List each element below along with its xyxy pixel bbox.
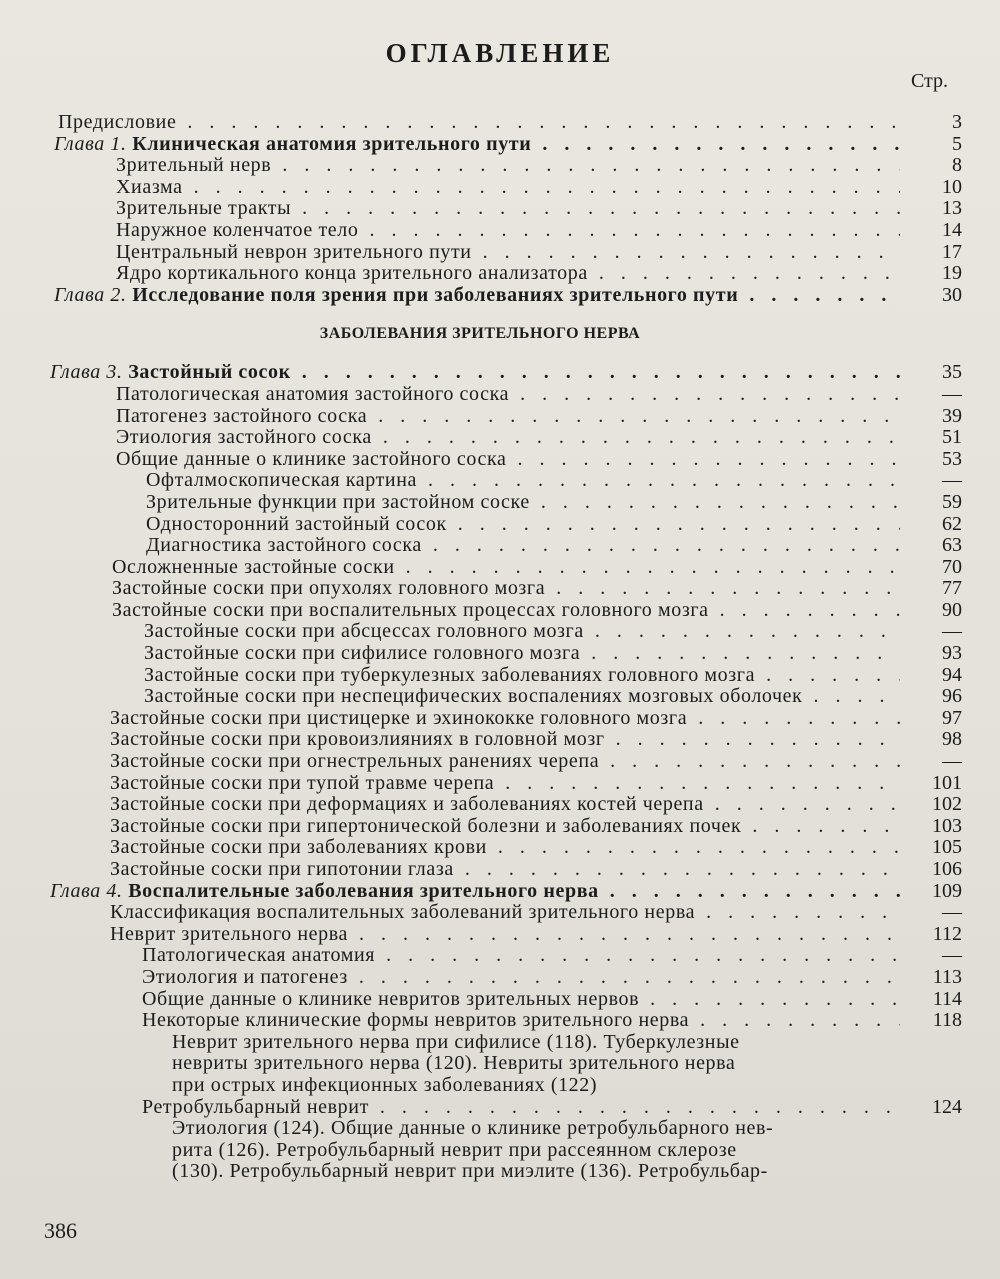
toc-row[interactable] <box>0 470 1000 492</box>
toc-row[interactable] <box>0 112 1000 134</box>
toc-entry-title <box>116 155 900 177</box>
toc-entry-title <box>116 198 900 220</box>
toc-paragraph-line: при острых инфекционных заболеваниях (122) <box>172 1073 598 1096</box>
toc-entry-text: Предисловие <box>58 112 177 133</box>
toc-entry-title <box>110 816 900 838</box>
toc-page-number: — <box>942 469 962 492</box>
toc-entry-text: Застойные соски при сифилисе головного мозга <box>144 643 581 665</box>
toc-row[interactable] <box>0 1097 1000 1119</box>
toc-entry-title <box>142 1097 900 1119</box>
toc-entry-title <box>112 600 900 622</box>
toc-entry-text: Хиазма <box>116 176 183 198</box>
toc-entry-text: Патогенез застойного соска <box>116 405 368 427</box>
toc-row[interactable] <box>0 729 1000 751</box>
chapter-prefix: Глава 3. <box>50 362 123 384</box>
toc-entry-text: Односторонний застойный сосок <box>146 513 447 535</box>
toc-entry-title <box>146 535 900 557</box>
toc-page-number: 94 <box>942 663 962 686</box>
toc-row[interactable] <box>0 967 1000 989</box>
toc-entry-text: Клиническая анатомия зрительного пути <box>132 133 532 155</box>
toc-paragraph-line: (130). Ретробульбарный неврит при миэлите (136). Ретробульбар- <box>172 1160 768 1183</box>
toc-entry-text: Патологическая анатомия <box>142 945 376 967</box>
toc-page-number: 97 <box>942 706 962 729</box>
toc-entry-text: Застойные соски при гипотонии глаза <box>110 859 454 880</box>
toc-entry-title <box>110 751 900 773</box>
page-title: ОГЛАВЛЕНИЕ <box>385 38 615 68</box>
toc-row[interactable] <box>0 557 1000 579</box>
toc-entry-text: Воспалительные заболевания зрительного нерва <box>128 880 599 902</box>
toc-entry-title <box>144 665 900 687</box>
toc-entry-text: Классификация воспалительных заболеваний зрительного нерва <box>110 902 696 924</box>
toc-row[interactable] <box>0 686 1000 708</box>
toc-chapter-row[interactable] <box>0 285 1000 307</box>
toc-entry-title <box>116 220 900 242</box>
toc-entry-text: Зрительные функции при застойном соске <box>146 491 530 513</box>
toc-entry-title <box>110 859 900 881</box>
toc-row[interactable] <box>0 198 1000 220</box>
toc-entry-title <box>110 729 900 751</box>
toc-paragraph-line: рита (126). Ретробульбарный неврит при рассеянном склерозе <box>172 1138 737 1161</box>
toc-row[interactable] <box>0 794 1000 816</box>
toc-entry-title <box>116 406 900 428</box>
toc-page-number: 5 <box>952 132 962 155</box>
toc-entry-title <box>58 112 900 134</box>
toc-entry-title <box>116 177 900 199</box>
toc-entry-title <box>142 1010 900 1032</box>
toc-entry-title <box>50 362 900 384</box>
toc-row[interactable] <box>0 492 1000 514</box>
toc-page-number: 10 <box>942 175 962 198</box>
toc-entry-title <box>142 989 900 1011</box>
toc-entry-text: Некоторые клинические формы невритов зрительного нерва <box>142 1010 690 1032</box>
toc-page-number: 96 <box>942 685 962 708</box>
chapter-prefix: Глава 4. <box>50 880 123 902</box>
toc-page-number: 70 <box>942 555 962 578</box>
toc-entry-title <box>144 643 900 665</box>
toc-entry-text: Зрительный нерв <box>116 155 272 177</box>
toc-entry-text: Общие данные о клинике невритов зрительных нервов <box>142 988 640 1010</box>
toc-page-number: 77 <box>942 577 962 600</box>
chapter-prefix: Глава 1. <box>54 133 127 155</box>
toc-subentry-paragraph <box>0 1032 1000 1097</box>
table-of-contents <box>0 112 1000 1183</box>
toc-entry-title <box>112 557 900 579</box>
toc-entry-text: Застойные соски при заболеваниях крови <box>110 837 487 859</box>
toc-entry-text: Застойные соски при цистицерке и эхинококке головного мозга <box>110 707 688 729</box>
toc-entry-title <box>110 902 900 924</box>
toc-entry-title <box>146 492 900 514</box>
toc-page-number: 118 <box>932 1009 962 1032</box>
toc-row[interactable] <box>0 384 1000 406</box>
toc-entry-title <box>146 514 900 536</box>
toc-chapter-row[interactable] <box>0 362 1000 384</box>
toc-entry-text: Застойные соски при туберкулезных заболеваниях головного мозга <box>144 664 756 686</box>
toc-row[interactable] <box>0 177 1000 199</box>
toc-row[interactable] <box>0 220 1000 242</box>
page-column-label: Стр. <box>910 70 948 92</box>
toc-entry-text: Ядро кортикального конца зрительного анализатора <box>116 263 588 285</box>
toc-page-number: — <box>942 944 962 967</box>
toc-entry-title <box>116 427 900 449</box>
toc-entry-title <box>144 621 900 643</box>
toc-row[interactable] <box>0 427 1000 449</box>
toc-entry-text: Офталмоскопическая картина <box>146 470 418 492</box>
toc-entry-text: Патологическая анатомия застойного соска <box>116 383 510 405</box>
toc-entry-text: Застойные соски при тупой травме черепа <box>110 772 495 794</box>
toc-page-number: 109 <box>932 879 962 902</box>
toc-page-number: 14 <box>942 218 962 241</box>
toc-entry-text: Застойные соски при кровоизлияниях в головной мозг <box>110 729 605 751</box>
toc-entry-title <box>54 285 900 307</box>
toc-entry-text: Застойные соски при абсцессах головного мозга <box>144 621 584 643</box>
toc-row[interactable] <box>0 837 1000 859</box>
toc-page-number: 90 <box>942 598 962 621</box>
toc-chapter-row[interactable] <box>0 881 1000 903</box>
toc-page-number: 63 <box>942 534 962 557</box>
toc-row[interactable] <box>0 989 1000 1011</box>
toc-entry-text: Неврит зрительного нерва <box>110 923 348 945</box>
toc-row[interactable] <box>0 816 1000 838</box>
toc-page-number: 13 <box>942 197 962 220</box>
toc-entry-text: Наружное коленчатое тело <box>116 219 359 241</box>
toc-entry-text: Застойный сосок <box>128 362 291 384</box>
toc-entry-title <box>110 794 900 816</box>
toc-entry-text: Этиология и патогенез <box>142 966 348 988</box>
toc-row[interactable] <box>0 263 1000 285</box>
toc-page-number: 3 <box>952 111 962 133</box>
toc-entry-text: Зрительные тракты <box>116 198 292 220</box>
toc-paragraph-line: невриты зрительного нерва (120). Невриты зрительного нерва <box>172 1052 736 1075</box>
toc-row[interactable] <box>0 449 1000 471</box>
toc-row[interactable] <box>0 708 1000 730</box>
toc-entry-title <box>50 881 900 903</box>
toc-page-number: — <box>942 901 962 924</box>
toc-page-number: 17 <box>942 240 962 263</box>
toc-page-number: 103 <box>932 814 962 837</box>
toc-entry-title <box>110 837 900 859</box>
toc-entry-title <box>116 449 900 471</box>
toc-entry-title <box>144 686 900 708</box>
toc-entry-title <box>142 945 900 967</box>
toc-page-number: 112 <box>932 922 962 945</box>
toc-entry-title <box>110 773 900 795</box>
toc-row[interactable] <box>0 406 1000 428</box>
toc-entry-title <box>142 967 900 989</box>
toc-page-number: — <box>942 750 962 773</box>
toc-paragraph-line: Неврит зрительного нерва при сифилисе (118). Туберкулезные <box>172 1030 740 1053</box>
toc-entry-text: Застойные соски при опухолях головного мозга <box>112 578 546 600</box>
toc-row[interactable] <box>0 665 1000 687</box>
toc-row[interactable] <box>0 600 1000 622</box>
toc-entry-text: Осложненные застойные соски <box>112 556 395 578</box>
toc-entry-title <box>116 242 900 264</box>
toc-row[interactable] <box>0 773 1000 795</box>
toc-entry-text: Этиология застойного соска <box>116 427 372 449</box>
toc-entry-title <box>112 578 900 600</box>
section-heading: ЗАБОЛЕВАНИЯ ЗРИТЕЛЬНОГО НЕРВА <box>319 325 641 343</box>
toc-row[interactable] <box>0 578 1000 600</box>
toc-page-number: 93 <box>942 642 962 665</box>
toc-page-number: — <box>942 620 962 643</box>
toc-page-number: 106 <box>932 858 962 880</box>
footer-page-number: 386 <box>44 1218 77 1243</box>
toc-row[interactable] <box>0 621 1000 643</box>
toc-entry-title <box>110 708 900 730</box>
toc-row[interactable] <box>0 155 1000 177</box>
toc-page-number: 59 <box>942 490 962 513</box>
toc-entry-text: Застойные соски при деформациях и заболеваниях костей черепа <box>110 794 704 816</box>
toc-entry-title <box>146 470 900 492</box>
toc-entry-text: Ретробульбарный неврит <box>142 1096 369 1118</box>
toc-entry-title <box>54 134 900 156</box>
toc-page-number: 39 <box>942 404 962 427</box>
toc-page-number: 113 <box>932 965 962 988</box>
toc-entry-text: Застойные соски при воспалительных процессах головного мозга <box>112 599 709 621</box>
toc-page-number: 8 <box>952 154 962 177</box>
toc-page-number: 53 <box>942 447 962 470</box>
toc-page-number: 30 <box>942 283 962 306</box>
toc-entry-text: Диагностика застойного соска <box>146 535 422 557</box>
toc-row[interactable] <box>0 514 1000 536</box>
toc-page-number: 51 <box>942 426 962 449</box>
toc-row[interactable] <box>0 859 1000 881</box>
toc-row[interactable] <box>0 924 1000 946</box>
toc-row[interactable] <box>0 751 1000 773</box>
toc-page-number: 19 <box>942 262 962 285</box>
chapter-prefix: Глава 2. <box>54 284 127 306</box>
toc-entry-text: Общие данные о клинике застойного соска <box>116 448 507 470</box>
toc-page-number: 102 <box>932 793 962 816</box>
toc-row[interactable] <box>0 643 1000 665</box>
toc-page-number: 105 <box>932 836 962 859</box>
toc-entry-text: Застойные соски при гипертонической болезни и заболеваниях почек <box>110 815 742 837</box>
toc-paragraph-line: Этиология (124). Общие данные о клинике ретробульбарного нев- <box>172 1117 774 1140</box>
toc-page-number: 101 <box>932 771 962 794</box>
toc-page-number: — <box>942 382 962 405</box>
toc-page-number: 114 <box>932 987 962 1010</box>
toc-page-number: 98 <box>942 728 962 751</box>
toc-row[interactable] <box>0 1010 1000 1032</box>
toc-subentry-paragraph <box>0 1118 1000 1183</box>
toc-entry-title <box>116 263 900 285</box>
toc-entry-text: Центральный неврон зрительного пути <box>116 241 472 263</box>
toc-row[interactable] <box>0 535 1000 557</box>
toc-page-number: 35 <box>942 361 962 384</box>
toc-entry-text: Исследование поля зрения при заболеваниях зрительного пути <box>132 284 739 306</box>
toc-entry-text: Застойные соски при неспецифических воспалениях мозговых оболочек <box>144 686 803 708</box>
toc-page-number: 62 <box>942 512 962 535</box>
toc-row[interactable] <box>0 242 1000 264</box>
toc-entry-title <box>116 384 900 406</box>
toc-row[interactable] <box>0 902 1000 924</box>
toc-page-number: 124 <box>932 1095 962 1118</box>
toc-entry-title <box>110 924 900 946</box>
toc-entry-text: Застойные соски при огнестрельных ранениях черепа <box>110 751 600 773</box>
toc-chapter-row[interactable] <box>0 134 1000 156</box>
toc-row[interactable] <box>0 945 1000 967</box>
